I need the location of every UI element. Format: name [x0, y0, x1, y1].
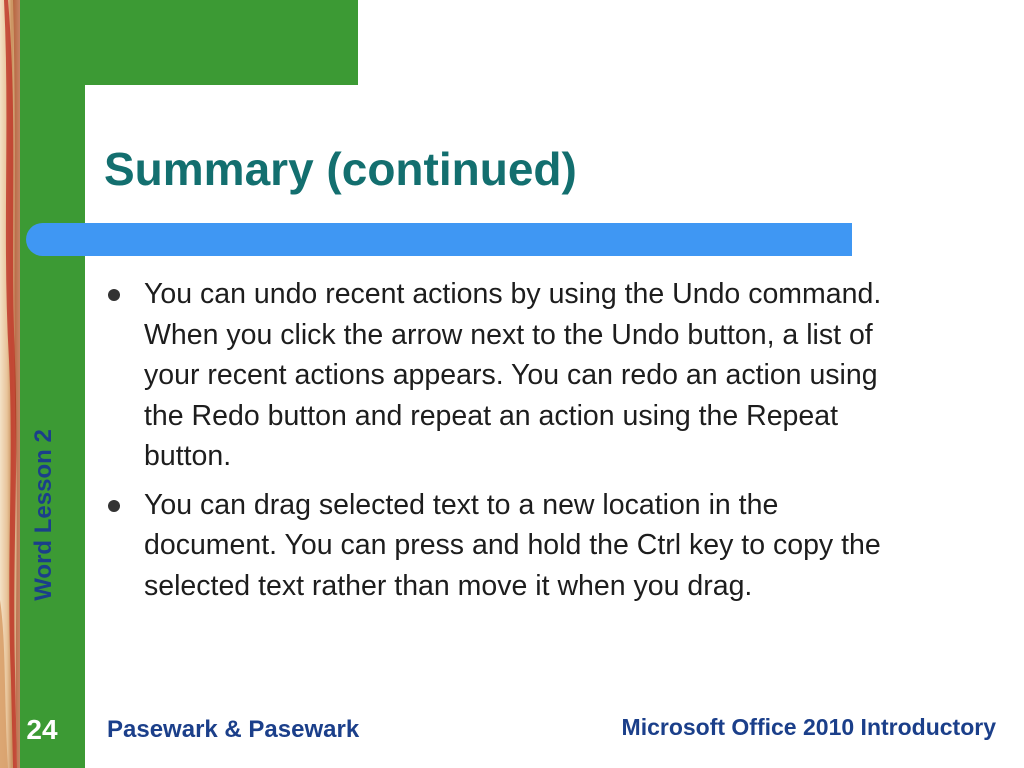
title-divider-bar — [26, 223, 852, 256]
bullet-text: You can undo recent actions by using the Undo command. When you click the arrow next to the Undo button, a list of your recent actions appears. You can redo an action using the Redo button and repeat an action using the Repeat button. — [144, 278, 882, 472]
bullet-text: You can drag selected text to a new location in the document. You can press and hold the Ctrl key to copy the selected text rather than move it when you drag. — [144, 488, 881, 602]
lesson-side-label — [28, 410, 60, 620]
bullet-list — [108, 274, 908, 614]
lesson-side-label-text: Word Lesson 2 — [30, 429, 57, 601]
footer-publisher: Pasewark & Pasewark — [107, 716, 360, 743]
slide-title: Summary (continued) — [104, 143, 577, 195]
left-green-bar — [20, 0, 85, 768]
top-green-bar — [85, 0, 358, 85]
bullet-dot-icon — [108, 500, 120, 512]
bullet-dot-icon — [108, 289, 120, 301]
bullet-item — [108, 274, 908, 477]
pencil-image — [0, 0, 20, 768]
bullet-item — [108, 485, 908, 607]
decorative-photo-strip — [0, 0, 20, 768]
footer-course-title: Microsoft Office 2010 Introductory — [621, 714, 996, 740]
slide-number: 24 — [26, 714, 58, 745]
